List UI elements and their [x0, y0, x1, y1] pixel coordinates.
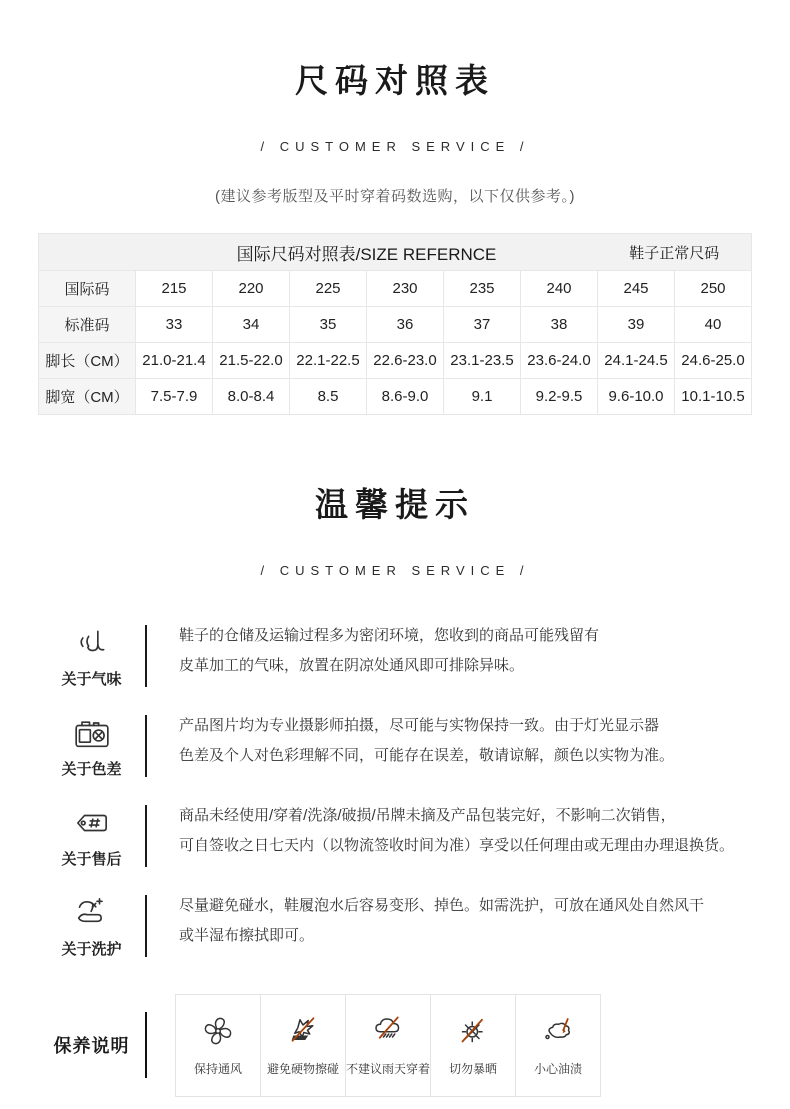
care-caption: 避免硬物擦碰	[266, 1062, 339, 1076]
tip-label: 关于售后	[61, 851, 122, 868]
tip-washcare-text	[179, 890, 704, 951]
table-header-right: 鞋子正常尺码	[598, 234, 752, 271]
tip-odor-left	[38, 620, 145, 689]
size-table	[38, 233, 752, 415]
no-scrape-icon	[285, 1013, 321, 1049]
care-item-no-scrape	[260, 994, 346, 1097]
row-label: 脚宽（CM）	[39, 379, 136, 415]
table-cell: 22.6-23.0	[367, 343, 444, 379]
table-cell: 230	[367, 271, 444, 307]
divider	[145, 715, 147, 777]
table-cell: 23.6-24.0	[521, 343, 598, 379]
table-cell: 35	[290, 307, 367, 343]
care-item-oil-stain	[515, 994, 601, 1097]
table-cell: 8.0-8.4	[213, 379, 290, 415]
tip-text-line: 商品未经使用/穿着/洗涤/破损/吊牌未摘及产品包装完好，不影响二次销售，	[179, 807, 676, 824]
table-cell: 7.5-7.9	[136, 379, 213, 415]
smell-icon	[71, 623, 113, 663]
tip-text-line: 或半湿布擦拭即可。	[179, 927, 315, 944]
table-cell: 23.1-23.5	[444, 343, 521, 379]
fan-icon	[200, 1013, 236, 1049]
tip-color-left	[38, 710, 145, 779]
tip-aftersale	[0, 800, 790, 890]
tip-color-text	[179, 710, 674, 771]
table-cell: 33	[136, 307, 213, 343]
care-caption: 保持通风	[193, 1062, 242, 1076]
tip-label: 关于洗护	[61, 941, 122, 958]
tip-aftersale-text	[179, 800, 734, 861]
table-cell: 21.5-22.0	[213, 343, 290, 379]
table-cell: 9.2-9.5	[521, 379, 598, 415]
divider	[145, 895, 147, 957]
table-cell: 10.1-10.5	[675, 379, 752, 415]
row-label: 脚长（CM）	[39, 343, 136, 379]
handwash-icon	[71, 893, 113, 933]
table-cell: 245	[598, 271, 675, 307]
table-cell: 225	[290, 271, 367, 307]
table-cell: 24.6-25.0	[675, 343, 752, 379]
tip-washcare-left	[38, 890, 145, 959]
care-label: 保养说明	[53, 1036, 130, 1056]
tip-color	[0, 710, 790, 800]
care-caption: 切勿暴晒	[448, 1062, 497, 1076]
tips-list	[0, 620, 790, 980]
size-table-header-row	[39, 234, 752, 271]
care-item-no-sun	[430, 994, 516, 1097]
table-row	[39, 379, 752, 415]
table-cell: 37	[444, 307, 521, 343]
care-caption: 不建议雨天穿着	[346, 1062, 431, 1076]
table-cell: 250	[675, 271, 752, 307]
tip-label: 关于色差	[61, 761, 122, 778]
tip-text-line: 可自签收之日七天内（以物流签收时间为准）享受以任何理由或无理由办理退换货。	[179, 837, 735, 854]
customer-service-subtitle: / CUSTOMER SERVICE /	[260, 139, 530, 154]
warm-tips-title: 温馨提示	[315, 486, 475, 523]
table-cell: 215	[136, 271, 213, 307]
care-item-ventilate	[175, 994, 261, 1097]
oil-stain-icon	[540, 1013, 576, 1049]
table-cell: 240	[521, 271, 598, 307]
care-item-no-rain	[345, 994, 431, 1097]
tip-odor-text	[179, 620, 599, 681]
table-cell: 40	[675, 307, 752, 343]
table-cell: 39	[598, 307, 675, 343]
tip-text-line: 尽量避免碰水，鞋履泡水后容易变形、掉色。如需洗护，可放在通风处自然风干	[179, 897, 705, 914]
table-cell: 8.5	[290, 379, 367, 415]
no-rain-icon	[370, 1013, 406, 1049]
table-cell: 24.1-24.5	[598, 343, 675, 379]
tag-icon	[71, 803, 113, 843]
tip-label: 关于气味	[61, 671, 122, 688]
divider	[145, 805, 147, 867]
tip-odor	[0, 620, 790, 710]
care-grid	[175, 994, 601, 1097]
table-cell: 9.1	[444, 379, 521, 415]
table-row	[39, 271, 752, 307]
table-cell: 22.1-22.5	[290, 343, 367, 379]
table-cell: 235	[444, 271, 521, 307]
table-header-blank	[39, 234, 136, 271]
tip-text-line: 皮革加工的气味，放置在阴凉处通风即可排除异味。	[179, 657, 525, 674]
tip-text-line: 鞋子的仓储及运输过程多为密闭环境，您收到的商品可能残留有	[179, 627, 600, 644]
camera-icon	[71, 713, 113, 753]
row-label: 标准码	[39, 307, 136, 343]
divider	[145, 625, 147, 687]
care-section	[0, 994, 790, 1096]
table-header-main: 国际尺码对照表/SIZE REFERNCE	[136, 234, 598, 271]
size-chart-title: 尺码对照表	[295, 62, 495, 99]
table-cell: 38	[521, 307, 598, 343]
tip-text-line: 色差及个人对色彩理解不同，可能存在误差，敬请谅解，颜色以实物为准。	[179, 747, 675, 764]
tip-text-line: 产品图片均为专业摄影师拍摄，尽可能与实物保持一致。由于灯光显示器	[179, 717, 660, 734]
table-cell: 36	[367, 307, 444, 343]
care-caption: 小心油渍	[533, 1062, 582, 1076]
table-cell: 34	[213, 307, 290, 343]
tip-washcare	[0, 890, 790, 980]
table-cell: 220	[213, 271, 290, 307]
table-row	[39, 343, 752, 379]
customer-service-subtitle: / CUSTOMER SERVICE /	[260, 563, 530, 578]
row-label: 国际码	[39, 271, 136, 307]
size-chart-note: (建议参考版型及平时穿着码数选购，以下仅供参考。)	[215, 188, 575, 205]
table-cell: 21.0-21.4	[136, 343, 213, 379]
table-cell: 9.6-10.0	[598, 379, 675, 415]
divider	[145, 1012, 147, 1078]
no-sun-icon	[455, 1013, 491, 1049]
table-row	[39, 307, 752, 343]
table-cell: 8.6-9.0	[367, 379, 444, 415]
tip-aftersale-left	[38, 800, 145, 869]
